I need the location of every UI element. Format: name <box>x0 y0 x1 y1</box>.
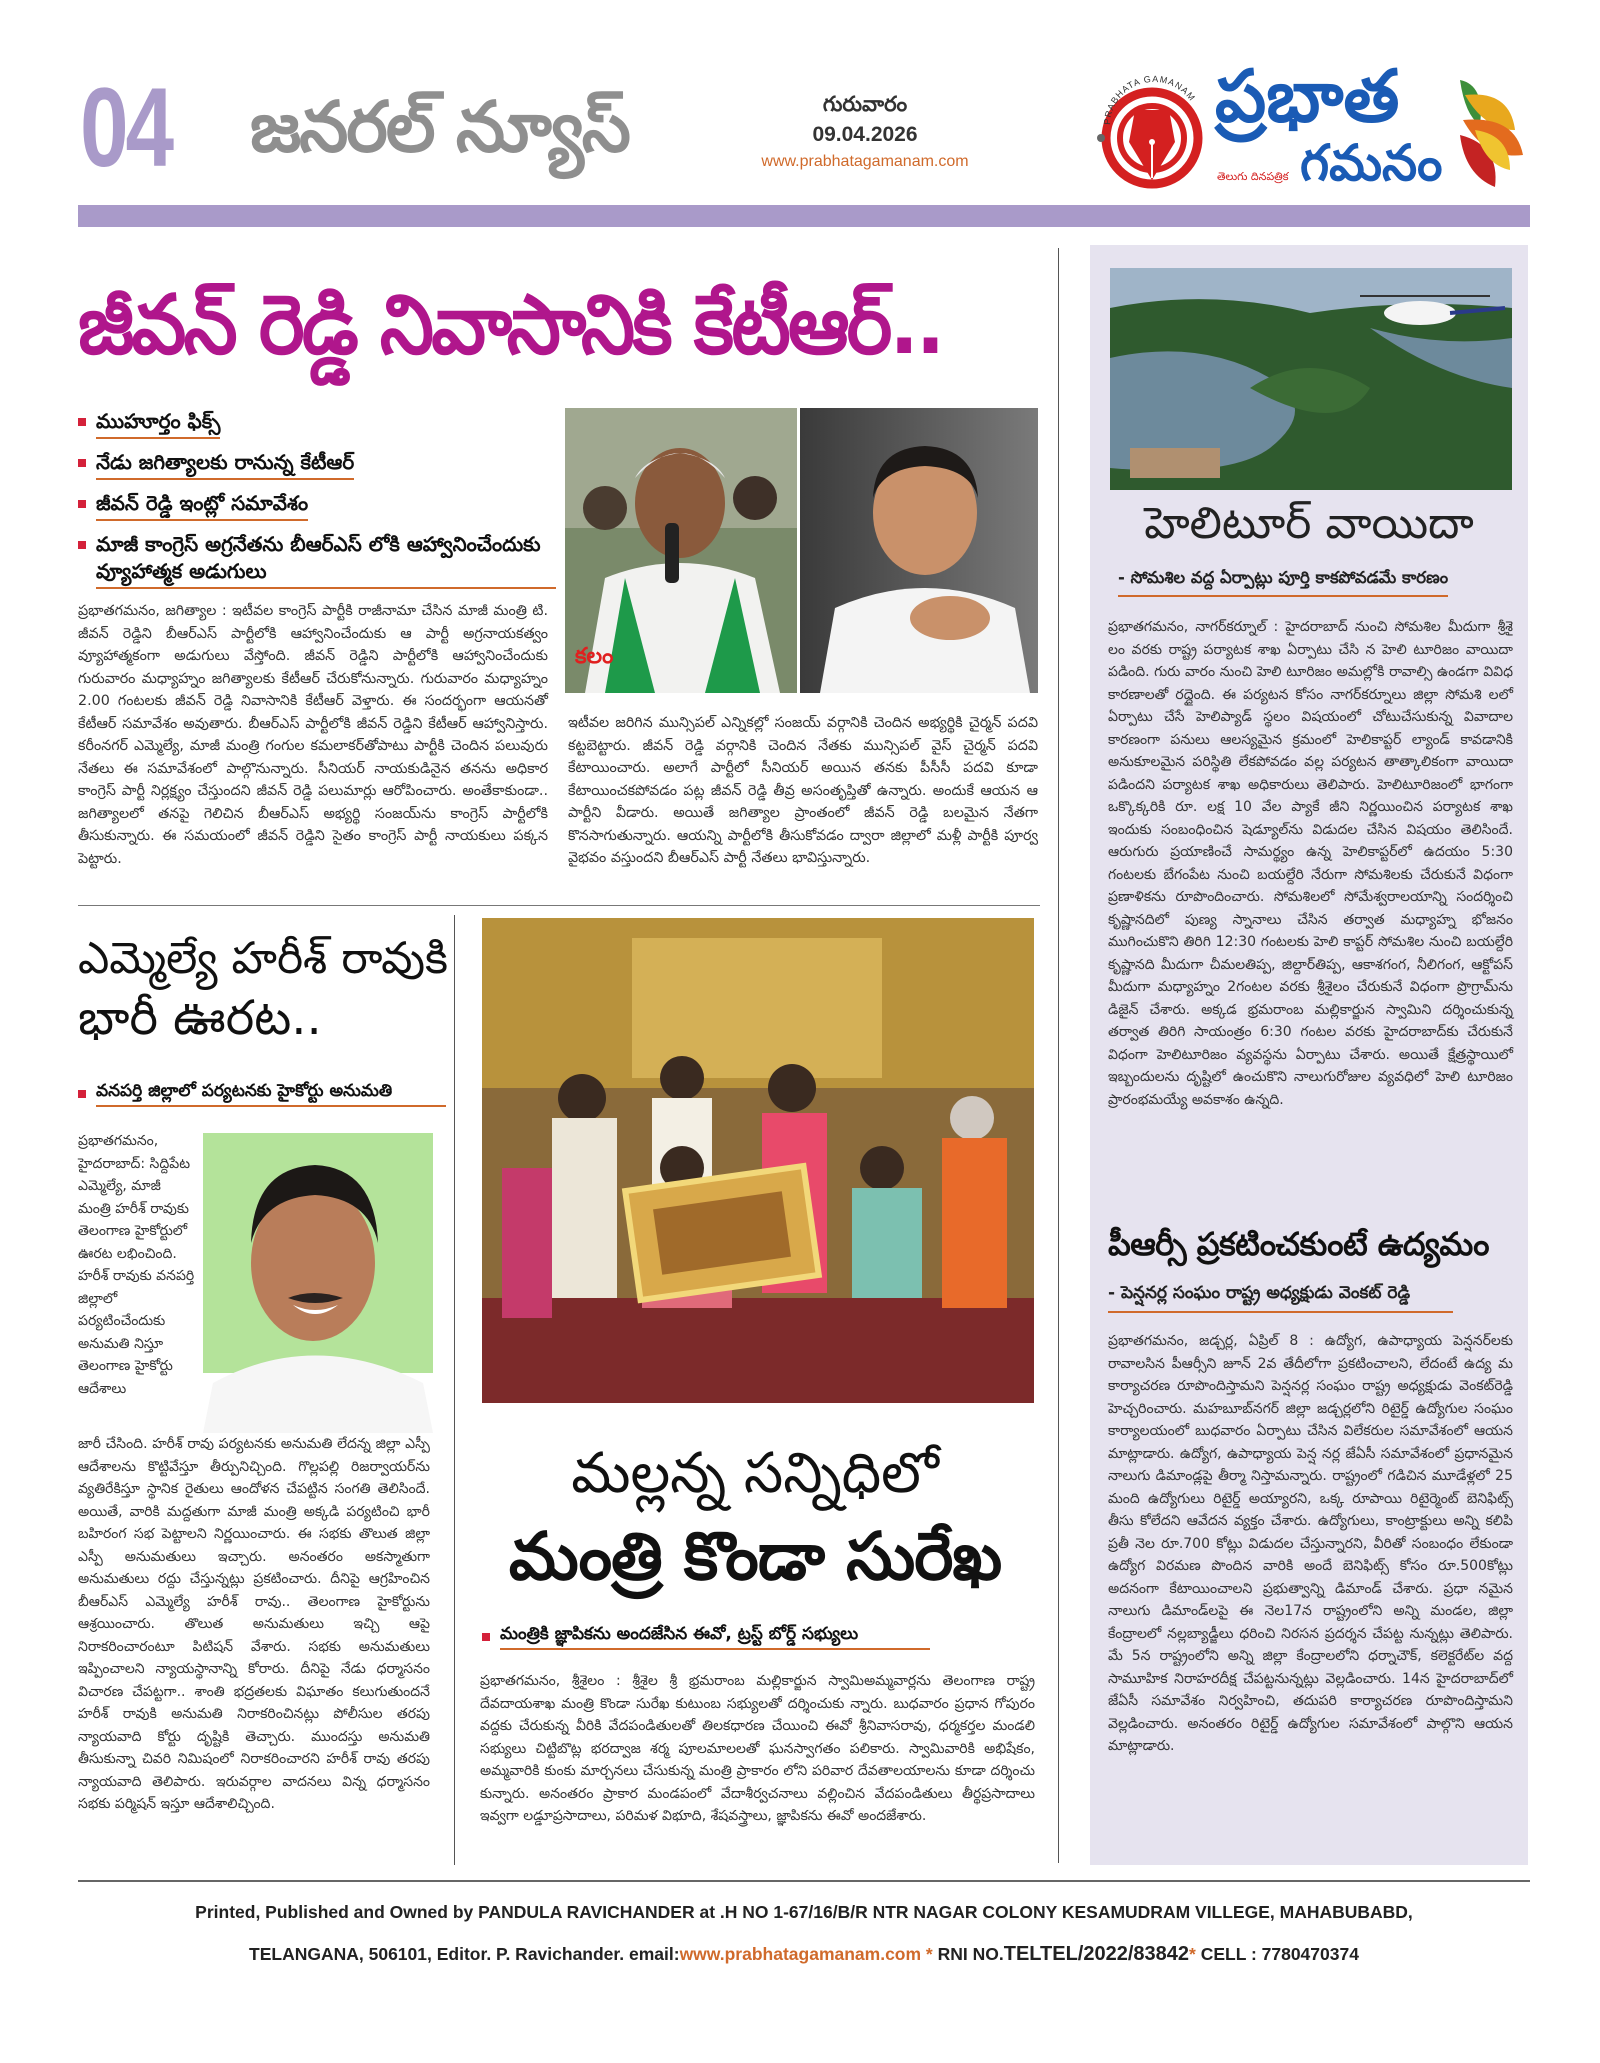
lead-bullets <box>78 408 568 599</box>
lead-body-part2: ఇటీవల జరిగిన మున్సిపల్ ఎన్నికల్లో సంజయ్ వర్గానికి చెందిన అభ్యర్థికి చైర్మన్ పదవి కట్టబెట్టారు. జీవన్ రెడ్డి వర్గానికి చెందిన నేతకు మున్సిపల్ వైస్ చైర్మన్ పదవి కేటాయించారు. అలాగే పార్టీలో సీనియర్ అయిన తనకు పీసీసీ పదవి కూడా కేటాయించకపోవడం పట్ల జీవన్ రెడ్డి తీవ్ర అసంతృప్తితో ఉన్నారు. అందుకే ఆయన ఆ పార్టీని వీడారు. అయితే జగిత్యాల ప్రాంతంలో జీవన్ రెడ్డి బలమైన నేతగా కొనసాగుతున్నారు. ఆయన్ని పార్టీలోకి తీసుకోవడం ద్వారా జిల్లాలో మళ్లీ పార్టీకి పూర్వ వైభవం వస్తుందని బీఆర్ఎస్ పార్టీ నేతలు భావిస్తున్నారు. <box>568 715 1038 866</box>
bullet-item: మాజీ కాంగ్రెస్ అగ్రనేతను బీఆర్ఎస్ లోకి ఆహ్వానించేందుకు వ్యూహాత్మక అడుగులు <box>78 531 568 589</box>
harish-subhead: వనపర్తి జిల్లాలో పర్యటనకు హైకోర్టు అనుమతి <box>78 1080 446 1107</box>
date-label: 09.04.2026 <box>812 123 918 147</box>
photo-jeevan-reddy <box>565 408 797 693</box>
heli-body: ప్రభాతగమనం, నాగర్‌కర్నూల్ : హైదరాబాద్ నుంచి సోమశిల మీదుగా శ్రీశై లం వరకు రాష్ట్ర పర్యాటక శాఖ ఏర్పాటు చేసి న హెలి టూరిజం వాయిదా పడింది. గురు వారం నుంచి హెలి టూరిజం అమల్లోకి రావాల్సి ఉండగా వివిధ కారణాలతో రద్దైంది. ఈ పర్యటన కోసం నాగర్‌కర్నూలు జిల్లా సోమశి లలో ఏర్పాటు చేసే హెలిప్యాడ్ స్థలం విషయంలో చోటుచేసుకున్న వివాదాల కారణంగా పనులు ఆలస్యమైన క్రమంలో హెలికాప్టర్ ల్యాండ్ కావడానికి అనుకూలమైన పరిస్థితి లేకపోవడం వల్ల పర్యటన తాత్కాలికంగా వాయిదా పడిందని పర్యాటక శాఖ అధికారులు తెలిపారు. హెలిటూరిజంలో భాగంగా ఒక్కొక్కరికి రూ. లక్ష 10 వేల ప్యాకే జీని నిర్ణయించిన పర్యాటక శాఖ ఇందుకు సంబంధించిన షెడ్యూల్‌ను విడుదల చేసిన విషయం తెలిసిందే. ఆరుగురు ప్రయాణించే సామర్థ్యం ఉన్న హెలికాప్టర్‌లో ఉదయం 5:30 గంటలకు బేగంపేట నుంచి బయల్దేరి నేరుగా సోమశిలకు చేరుకునే విధంగా ప్రణాళికను రూపొందించారు. సోమశిలలో సోమేశ్వరాలయాన్ని సందర్శించి కృష్ణానదిలో పుణ్య స్నానాలు చేసిన తర్వాత మధ్యాహ్న భోజనం ముగించుకొని తిరిగి 12:30 గంటలకు హెలి కాప్టర్ సోమశిల నుంచి బయల్దేరి కృష్ణానది మీదుగా చీమలతిప్ప, జిల్దార్‌తిప్ప, ఆకాశగంగ, నీలిగంగ, ఆక్టోపస్ మీదుగా మధ్యాహ్నం 2గంటల వరకు శ్రీశైలం చేరుకునే విధంగా ప్రొగ్రామ్‌ను డిజైన్ చేశారు. అక్కడ భ్రమరాంబ మల్లికార్జున స్వామిని దర్శించుకున్న తర్వాత తిరిగి సాయంత్రం 6:30 గంటల వరకు హైదరాబాద్‌కు చేరుకునే విధంగా హెలిటూరిజం వ్యవస్థను ఏర్పాటు చేశారు. అయితే క్షేత్రస్థాయిలో ఇబ్బందులను దృష్టిలో ఉంచుకొని నాలుగురోజుల వ్యవధిలో హెలి టూరిజం ప్రారంభమయ్యే అవకాశం ఉన్నది. <box>1108 619 1513 1108</box>
bullet-square-icon <box>482 1633 490 1641</box>
photo-ktr <box>800 408 1038 693</box>
photo-watermark: కలం <box>575 644 614 669</box>
lead-body-part1: ప్రభాతగమనం, జగిత్యాల : ఇటీవల కాంగ్రెస్ పార్టీకి రాజీనామా చేసిన మాజీ మంత్రి టి. జీవన్ రెడ్డిని బీఆర్ఎస్ పార్టీలోకి ఆహ్వానించేందుకు ఆ పార్టీ అగ్రనాయకత్వం వ్యూహాత్మకంగా అడుగులు వేస్తోంది. జీవన్ రెడ్డిని పార్టీలోకి ఆహ్వానించేందుకు గురువారం మధ్యాహ్నం జగిత్యాలకు కేటీఆర్ చేరుకోనున్నారు. గురువారం మధ్యాహ్నం 2.00 గంటలకు జీవన్ రెడ్డి నివాసానికి కేటీఆర్ వెళ్తారు. ఈ సందర్భంగా ఆయనతో కేటీఆర్ సమావేశం అవుతారు. బీఆర్ఎస్ పార్టీలోకి జీవన్ రెడ్డిని కేటీఆర్ ఆహ్వానిస్తారు. కరీంనగర్ ఎమ్మెల్యే, మాజీ మంత్రి గంగుల కమలాకర్‌తోపాటు పార్టీకి చెందిన పలువురు నేతలు ఈ సమావేశంలో పాల్గొనున్నారు. సీనియర్ నాయకుడినైన తనను అధికార కాంగ్రెస్ పార్టీ నిర్లక్ష్యం చేస్తుందని జీవన్ రెడ్డి పలుమార్లు ఆరోపించారు. అంతేకాకుండా.. జగిత్యాలలో తనపై గెలిచిన బీఆర్ఎస్ అభ్యర్థి సంజయ్‌ను కాంగ్రెస్ పార్టీలోకి తీసుకున్నారు. ఈ సమయంలో జీవన్ రెడ్డిని సైతం కాంగ్రెస్ పార్టీ నాయకులు పక్కన పెట్టారు. <box>78 603 548 867</box>
konda-body: ప్రభాతగమనం, శ్రీశైలం : శ్రీశైల శ్రీ భ్రమరాంబ మల్లికార్జున స్వామిఅమ్మవార్లను తెలంగాణ రాష్ట్ర దేవదాయశాఖ మంత్రి కొండా సురేఖ కుటుంబ సభ్యులతో దర్శించుకు న్నారు. బుధవారం ప్రధాన గోపురం వద్దకు చేరుకున్న వీరికి వేదపండితులతో తిలకధారణ చేయించి ఈవో శ్రీనివాసరావు, ధర్మకర్తల మండలి సభ్యులు చిట్టిబొట్ల భరద్వాజ శర్మ పూలమాలలతో ఘనస్వాగతం పలికారు. స్వామివారికి అభిషేకం, అమ్మవారికి కుంకు మార్చనలు చేసుకున్న మంత్రి ప్రాకారం లోని పరివార దేవతాలయాలను కూడా దర్శించు కున్నారు. అనంతరం ప్రాకార మండపంలో వేదాశీర్వచనాలు వల్లించిన వేదపండితులు తీర్థప్రసాదాలు ఇవ్వగా లడ్డూప్రసాదాలు, పరిమళ విభూది, శేషవస్త్రాలు, జ్ఞాపికను ఈవో అందజేశారు. <box>480 1673 1035 1824</box>
rni-label: RNI NO. <box>937 1944 1004 1964</box>
logo-name-line2: గమనం <box>1300 134 1443 192</box>
photo-harish-rao <box>203 1133 433 1433</box>
column-divider <box>454 915 455 1865</box>
bullet-square-icon <box>78 459 86 467</box>
masthead-bar <box>78 205 1530 227</box>
imprint-website-link[interactable]: www.prabhatagamanam.com <box>679 1944 922 1964</box>
cell-number: CELL : 7780470374 <box>1195 1944 1359 1964</box>
heli-headline: హెలిటూర్ వాయిదా <box>1144 498 1474 549</box>
logo-tagline: తెలుగు దినపత్రిక <box>1217 170 1289 183</box>
page-number: 04 <box>80 65 171 190</box>
day-label: గురువారం <box>822 92 908 116</box>
bullet-item: జీవన్ రెడ్డి ఇంట్లో సమావేశం <box>78 490 568 521</box>
footer-divider <box>78 1880 1530 1882</box>
bullet-square-icon <box>78 1090 86 1098</box>
imprint-prefix: TELANGANA, 506101, Editor. P. Ravichander. email: <box>249 1944 680 1964</box>
konda-headline-line1: మల్లన్న సన్నిధిలో <box>571 1441 939 1506</box>
bullet-square-icon <box>78 541 86 549</box>
imprint-star: * <box>921 1944 938 1964</box>
imprint-line2 <box>78 1943 1530 1966</box>
lead-headline: జీవన్ రెడ్డి నివాసానికి కేటీఆర్.. <box>78 278 943 373</box>
pen-nib-emblem-icon <box>1095 70 1210 195</box>
bullet-item: నేడు జగిత్యాలకు రానున్న కేటీఆర్ <box>78 449 568 480</box>
date-block <box>740 92 990 171</box>
section-divider <box>78 905 1040 906</box>
prc-headline: పీఆర్సీ ప్రకటించకుంటే ఉద్యమం <box>1108 1225 1489 1263</box>
autumn-leaves-icon <box>1455 75 1525 190</box>
prc-body: ప్రభాతగమనం, జడ్చర్ల, ఏప్రిల్ 8 : ఉద్యోగ, ఉపాధ్యాయ పెన్షనర్‌లకు రావాలసిన పీఆర్సీని జూన్ 2వ తేదీలోగా ప్రకటించాలని, లేదంటే ఉద్య మ కార్యాచరణ రూపొందిస్తామని పెన్షనర్ల సంఘం రాష్ట్ర అధ్యక్షుడు వెంకట్‌రెడ్డి హెచ్చరించారు. మహబూబ్‌నగర్ జిల్లా జడ్చర్లలోని రిటైర్డ్ ఉద్యోగుల సంఘం కార్యాలయంలో బుధవారం ఏర్పాటు చేసిన విలేకరుల సమావేశంలో ఆయన మాట్లాడారు. ఉద్యోగ, ఉపాధ్యాయ పెన్ష నర్ల జేఏసీ సమావేశంలో ప్రధానమైన నాలుగు డిమాండ్లపై తీర్మా నిస్తామన్నారు. రాష్ట్రంలో గడిచిన మూడేళ్లలో 25 మంది ఉద్యోగులు రిటైర్డ్ అయ్యారని, ఒక్క రూపాయి రిటైర్మెంట్ బెనిఫిట్స్ తీసు కోలేదని ఆవేదన వ్యక్తం చేశారు. ఉద్యోగులు, కాంట్రాక్టులు అన్ని కలిపి ప్రతీ నెల రూ.700 కోట్లు విడుదల చేస్తున్నారని, వీరితో సంబంధం లేకుండా ఉద్యోగ విరమణ పొందిన వారికి అందే బెనిఫిట్స్ కోసం రూ.500కోట్లు అదనంగా కేటాయించాలని ప్రభుత్వాన్ని డిమాండ్ చేశారు. ప్రధా నమైన నాలుగు డిమాండ్‌లపై ఈ నెల17న రాష్ట్రంలోని అన్ని మండల, జిల్లా కేంద్రాలలో నల్లబ్యాడ్జీలు ధరించి నిరసన ప్రదర్శన చేపట్ట నున్నట్లు తెలిపారు. మే 5న రాష్ట్రంలోని అన్ని జిల్లా కేంద్రాలలోని ధర్నాచౌక్, కలెక్టరేట్‌ల వద్ద సామూహిక నిరాహరదీక్ష చేపట్టనున్నట్లు వెల్లడించారు. 14న హైదరాబాద్‌లో జేఏసీ సమావేశం నిర్వహించి, తదుపరి కార్యాచరణ రూపొందిస్తామని వెల్లడించారు. అనంతరం రిటైర్డ్ ఉద్యోగుల సమావేశంలో పాల్గొని ఆయన మాట్లాడారు. <box>1108 1333 1513 1754</box>
konda-headline-line2: మంత్రి కొండా సురేఖ <box>508 1518 1002 1595</box>
emblem-text: PRABHATA GAMANAM <box>1101 73 1198 126</box>
rni-number: TELTEL/2022/83842 <box>1003 1943 1190 1965</box>
newspaper-logo <box>1095 54 1535 205</box>
harish-headline <box>78 930 448 1050</box>
konda-subhead: మంత్రికి జ్ఞాపికను అందజేసిన ఈవో, ట్రస్ట్ బోర్డ్ సభ్యులు <box>482 1623 930 1650</box>
bullet-square-icon <box>78 500 86 508</box>
photo-helicopter-river <box>1110 268 1512 490</box>
harish-body-part2: జారీ చేసింది. హరీశ్ రావు పర్యటనకు అనుమతి లేదన్న జిల్లా ఎస్పీ ఆదేశాలను కొట్టివేస్తూ తీర్పునిచ్చింది. గొల్లపల్లి రిజర్వాయర్‌ను వ్యతిరేకిస్తూ స్థానిక రైతులు ఆందోళన చేపట్టిన సంగతి తెలిసిందే. అయితే, వారికి మద్దతుగా మాజీ మంత్రి అక్కడి పర్యటించి భారీ బహిరంగ సభ పెట్టాలని నిర్ణయించారు. ఈ సభకు తొలుత జిల్లా ఎస్పీ అనుమతులు ఇచ్చారు. అనంతరం అకస్మాతుగా అనుమతులు రద్దు చేస్తున్నట్లు ప్రకటించారు. దీనిపై ఆగ్రహించిన బీఆర్ఎస్ ఎమ్మెల్యే హరీశ్ రావు.. తెలంగాణ హైకోర్టును ఆశ్రయించారు. తొలుత అనుమతులు ఇచ్చి ఆపై నిరాకరించారంటూ పిటిషన్ వేశారు. సభకు అనుమతులు ఇప్పించాలని న్యాయస్థానాన్ని కోరారు. దీనిపై నేడు ధర్మాసనం విచారణ చేపట్టగా.. శాంతి భద్రతలకు విఘాతం కలుగుతుందనే హరీశ్ రావుకి అనుమతి నిరాకరించినట్లు పోలీసుల తరపు న్యాయవాది కోర్టు దృష్టికి తెచ్చారు. ముందస్తు అనుమతి తీసుకున్నా చివరి నిమిషంలో నిరాకరించారని హరీశ్ రావు తరపు న్యాయవాది తెలిపారు. ఇరువర్గాల వాదనలు విన్న ధర్మాసనం సభకు పర్మిషన్ ఇస్తూ ఆదేశాలిచ్చింది. <box>78 1436 430 1812</box>
harish-headline-line2: భారీ ఊరట.. <box>78 990 322 1047</box>
section-title: జనరల్ న్యూస్ <box>250 86 629 168</box>
bullet-item: ముహూర్తం ఫిక్స్ <box>78 408 568 439</box>
imprint-line1: Printed, Published and Owned by PANDULA RAVICHANDER at .H NO 1-67/16/B/R NTR NAGAR COLONY KESAMUDRAM VILLEGE, MAHABUBABD, <box>195 1902 1413 1922</box>
column-divider <box>1058 248 1059 1863</box>
photo-konda-surekha-temple <box>482 918 1034 1403</box>
imprint-star: * <box>1189 1944 1196 1964</box>
bullet-square-icon <box>78 418 86 426</box>
harish-body-part1: ప్రభాతగమనం, హైదరాబాద్: సిద్దిపేట ఎమ్మెల్యే, మాజీ మంత్రి హరీశ్ రావుకు తెలంగాణ హైకోర్టులో ఊరట లభించింది. హరీశ్ రావుకు వనపర్తి జిల్లాలో పర్యటించేందుకు అనుమతి నిస్తూ తెలంగాణ హైకోర్టు ఆదేశాలు <box>78 1133 195 1397</box>
harish-headline-line1: ఎమ్మెల్యే హరీశ్ రావుకి <box>78 933 448 984</box>
website-link[interactable]: www.prabhatagamanam.com <box>761 153 969 171</box>
heli-subhead: - సోమశిల వద్ద ఏర్పాట్లు పూర్తి కాకపోవడమే కారణం <box>1118 568 1448 597</box>
prc-subhead: - పెన్షనర్ల సంఘం రాష్ట్ర అధ్యక్షుడు వెంకట్ రెడ్డి <box>1108 1283 1453 1313</box>
logo-name-line1: ప్రభాత <box>1215 54 1400 138</box>
